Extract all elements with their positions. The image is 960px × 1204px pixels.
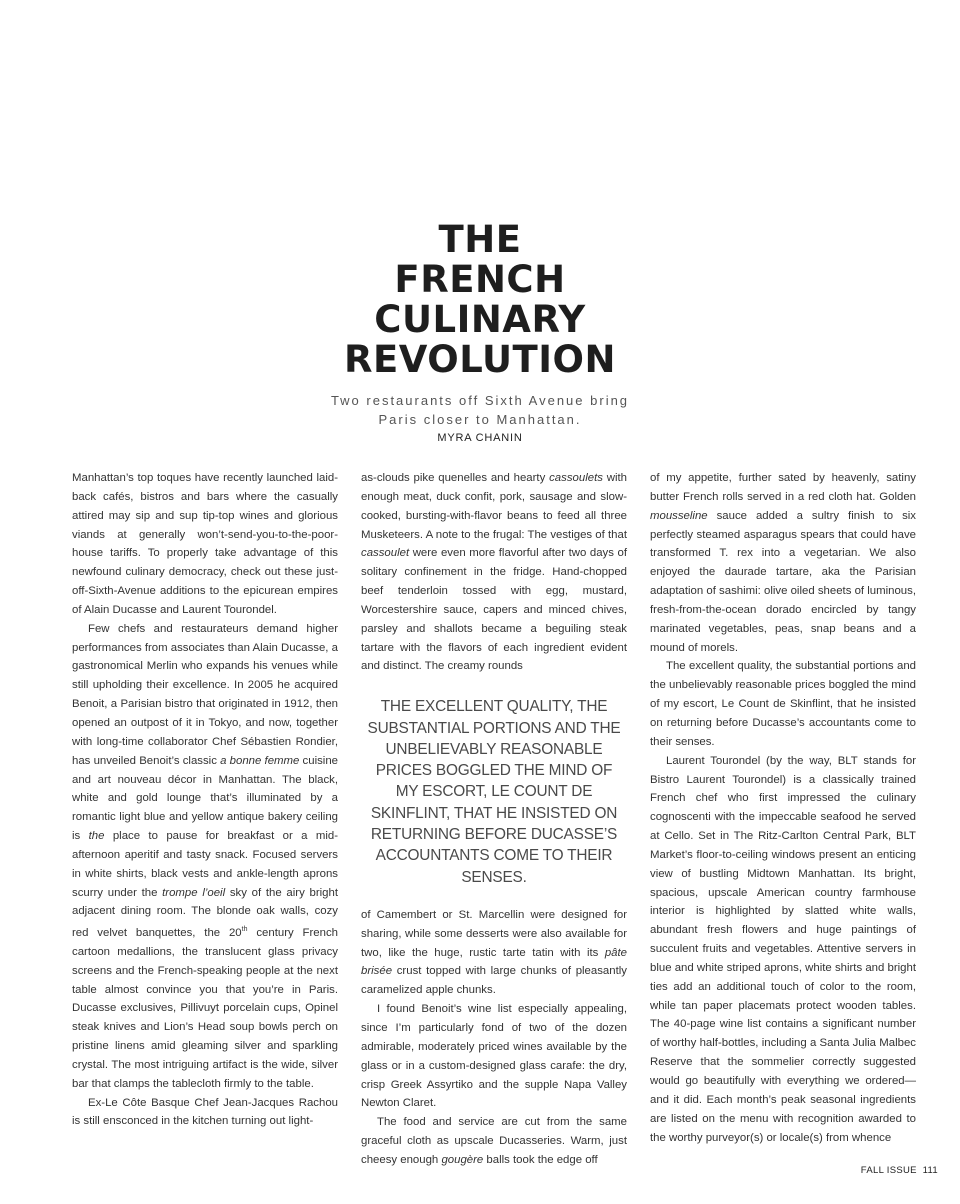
text-run: balls took the edge off [483,1153,598,1166]
italic-text: gougère [441,1153,484,1166]
text-run: crust topped with large chunks of pleasantly caramelized apple chunks. [361,965,627,997]
superscript: th [241,926,248,934]
italic-text: cassoulet [361,547,410,560]
text-column-2 [361,469,627,1170]
italic-text: mousseline [650,509,708,522]
paragraph: Manhattan’s top toques have recently launched laid-back cafés, bistros and bars where the casually attired may sip and sup tip-top wines and glorious viands at generally won’t-send-you-to-the-poor-house tariffs. To properly take advantage of this newfound culinary democracy, check out these just-off-Sixth-Avenue additions to the epicurean empires of Alain Ducasse and Laurent Tourondel. [72,472,338,616]
text-run: were even more flavorful after two days of solitary confinement in the fridge. Hand-chopped beef tenderloin tossed with egg, mustard, Worcestershire sauce, capers and minced chives, parsley and shallots became a beguiling steak tartare with the flavors of each ingredient evident and distinct. The creamy rounds [361,547,627,673]
page-number: 111 [922,1165,938,1176]
page-footer [861,1165,938,1176]
headline-line: CULINARY [374,298,586,341]
paragraph: I found Benoit’s wine list especially appealing, since I’m particularly fond of two of the dozen admirable, moderately priced wines available by the glass or in a custom-designed glass carafe: the dry, crisp Greek Assyrtiko and the supple Napa Valley Newton Claret. [361,1003,627,1110]
subtitle-line: Two restaurants off Sixth Avenue bring [330,393,630,408]
text-run: place to pause for breakfast or a mid-afternoon aperitif and tasty snack. Focused servers in white shirts, black vests and ankle-length aprons scurry under the [72,830,338,899]
headline-line: REVOLUTION [344,338,616,381]
text-column-1 [72,469,338,1131]
paragraph [361,1113,627,1170]
headline-line: FRENCH [394,258,566,301]
italic-text: trompe l’oeil [162,886,226,899]
article-headline [0,220,960,380]
text-run: sky of the airy bright adjacent dining room. The blonde oak walls, cozy red velvet banquettes, the 20 [72,886,338,940]
text-run: with enough meat, duck confit, pork, sausage and slow-cooked, bursting-with-flavor beans to feed all three Musketeers. A note to the frugal: The vestiges of that [361,472,627,541]
text-run: sauce added a sultry finish to six perfectly steamed asparagus spears that could have transformed T. rex into a vegetarian. We also enjoyed the daurade tartare, aka the Parisian adaptation of sashimi: olive oiled sheets of luminous, fresh-from-the-ocean dorado encircled by tangy marinated vegetables, peas, snap beans and a mound of morels. [650,509,916,654]
italic-text: cassoulets [549,472,603,484]
byline: MYRA CHANIN [437,432,523,444]
text-run: The food and service are cut from the same graceful cloth as upscale Ducasseries. Warm, just cheesy enough [361,1116,627,1166]
pull-quote: THE EXCELLENT QUALITY, THE SUBSTANTIAL PORTIONS AND THE UNBELIEVABLY REASONABLE PRICES BOGGLED THE MIND OF MY ESCORT, LE COUNT DE SKINFLINT, THAT HE INSISTED ON RETURNING BEFORE DUCASSE’S ACCOUNTANTS COME TO THEIR SENSES. [367,698,621,886]
paragraph: The excellent quality, the substantial portions and the unbelievably reasonable prices boggled the mind of my escort, Le Count de Skinflint, that he insisted on returning before Ducasse’s accountants come to their senses. [650,660,916,748]
paragraph: Ex-Le Côte Basque Chef Jean-Jacques Rachou is still ensconced in the kitchen turning out light- [72,1096,338,1128]
text-run: as-clouds pike quenelles and hearty [361,472,550,484]
text-run: of my appetite, further sated by heavenly, satiny butter French rolls served in a red cloth hat. Golden [650,472,916,503]
text-run: of Camembert or St. Marcellin were designed for sharing, while some desserts were also available for two, like the huge, rustic tarte tatin with its [361,908,627,959]
headline-line: THE [438,218,522,261]
paragraph: Laurent Tourondel (by the way, BLT stands for Bistro Laurent Tourondel) is a classically trained French chef who first impressed the culinary cognoscenti with the impeccable seafood he served at Cello. Set in The Ritz-Carlton Central Park, BLT Market’s floor-to-ceiling windows present an enticing view of bustling Midtown Manhattan. Its bright, spacious, upscale American country farmhouse interior is highlighted by slatted white walls, abundant fresh flowers and huge paintings of succulent fruits and vegetables. Attentive servers in blue and white striped aprons, white shirts and bright ties add an additional touch of color to the room, while tan paper placemats protect wooden tables. The 40-page wine list contains a significant number of worthy half-bottles, including a Santa Julia Malbec Reserve that the sommelier correctly suggested would go beautifully with everything we ordered—and it did. Each month’s peak seasonal ingredients are listed on the menu with recognition awarded to the worthy purveyor(s) or locale(s) from whence [650,754,916,1144]
paragraph [361,906,627,1000]
text-run: Few chefs and restaurateurs demand higher performances from associates than Alain Ducasse, a gastronomical Merlin who expands his venues while still upholding their excellence. In 2005 he acquired Benoit, a Parisian bistro that originated in 1912, then opened an outpost of it in Tokyo, and now, together with long-time collaborator Chef Sébastien Rondier, has unveiled Benoit’s classic [72,622,338,767]
paragraph [650,469,916,657]
text-column-3 [650,469,916,1147]
text-run: cuisine and art nouveau décor in Manhattan. The black, white and gold lounge that’s illuminated by a romantic light blue and yellow antique bakery ceiling is [72,754,339,843]
text-run: century French cartoon medallions, the translucent glass privacy screens and the French-speaking people at the next table almost convince you that you’re in Paris. Ducasse exclusives, Pillivuyt porcelain cups, Opinel steak knives and Lion’s Head soup bowls perch on pristine linens amid gleaming silver and sparkling crystal. The most intriguing artifact is the wide, silver bar that clamps the tablecloth firmly to the table. [72,927,338,1090]
italic-text: the [88,830,105,843]
subtitle-line: Paris closer to Manhattan. [378,412,582,427]
italic-text: pâte brisée [361,946,627,978]
italic-text: a bonne femme [220,754,300,767]
article-subtitle [0,391,960,429]
paragraph [361,469,627,676]
paragraph [72,620,338,1094]
issue-label: FALL ISSUE [860,1165,917,1176]
